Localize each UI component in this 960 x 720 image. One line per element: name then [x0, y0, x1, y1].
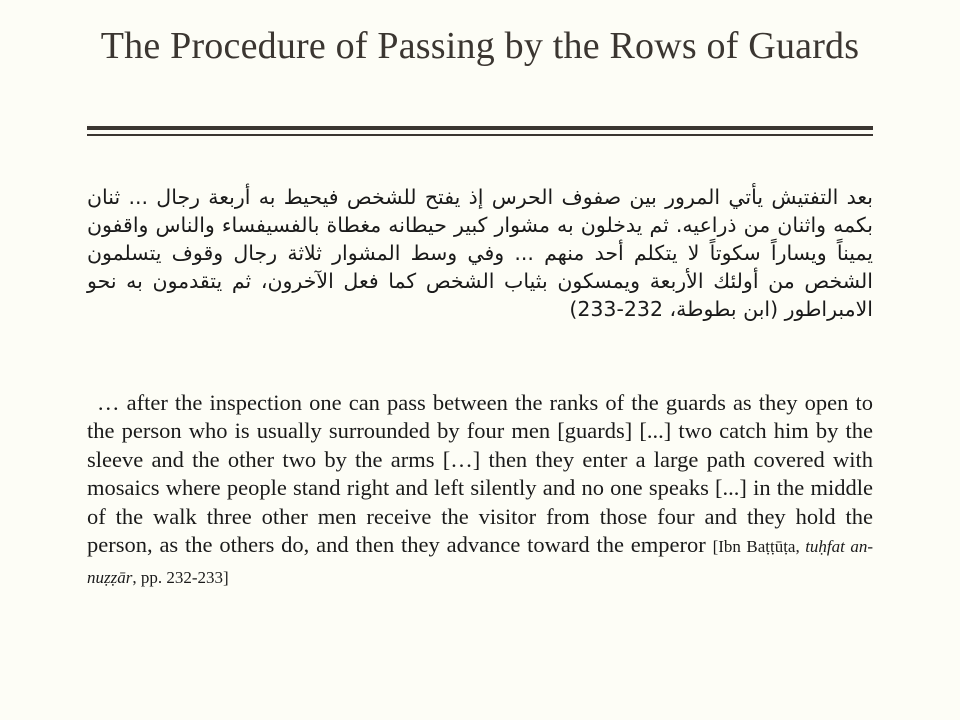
arabic-passage: بعد التفتيش يأتي المرور بين صفوف الحرس إذ يفتح للشخص فيحيط به أربعة رجال ... ثنان بكمه واثنان من ذراعيه. ثم يدخلون به مشوار كبير حيطانه مغطاة بالفسيفساء والناس واقفون يميناً ويساراً سكوتاً لا يتكلم أحد منهم ... وفي وسط المشوار ثلاثة رجال وقوف يتسلمون الشخص من أولئك الأربعة ويمسكون بثياب الشخص كما فعل الآخرون، ثم يتقدمون به نحو الامبراطور (ابن بطوطة، 232-233)	[87, 184, 873, 321]
citation-title: tuḥfat an-nuẓẓār	[87, 537, 873, 587]
citation-open: [Ibn Baṭṭūṭa,	[712, 537, 806, 556]
english-passage-text: … after the inspection one can pass between the ranks of the guards as they open to the person who is usually surrounded by four men [guards] [...] two catch him by the sleeve and the other two by the arms […] then they enter a large path covered with mosaics where people stand right and left silently and no one speaks [...] in the middle of the walk three other men receive the visitor from those four and they hold the person, as the others do, and then they advance toward the emperor	[87, 389, 873, 557]
title-divider-thick	[87, 126, 873, 130]
slide-title: The Procedure of Passing by the Rows of Guards	[100, 25, 860, 67]
citation-close: , pp. 232-233]	[132, 567, 229, 587]
english-passage	[87, 389, 873, 593]
title-divider-thin	[87, 134, 873, 136]
